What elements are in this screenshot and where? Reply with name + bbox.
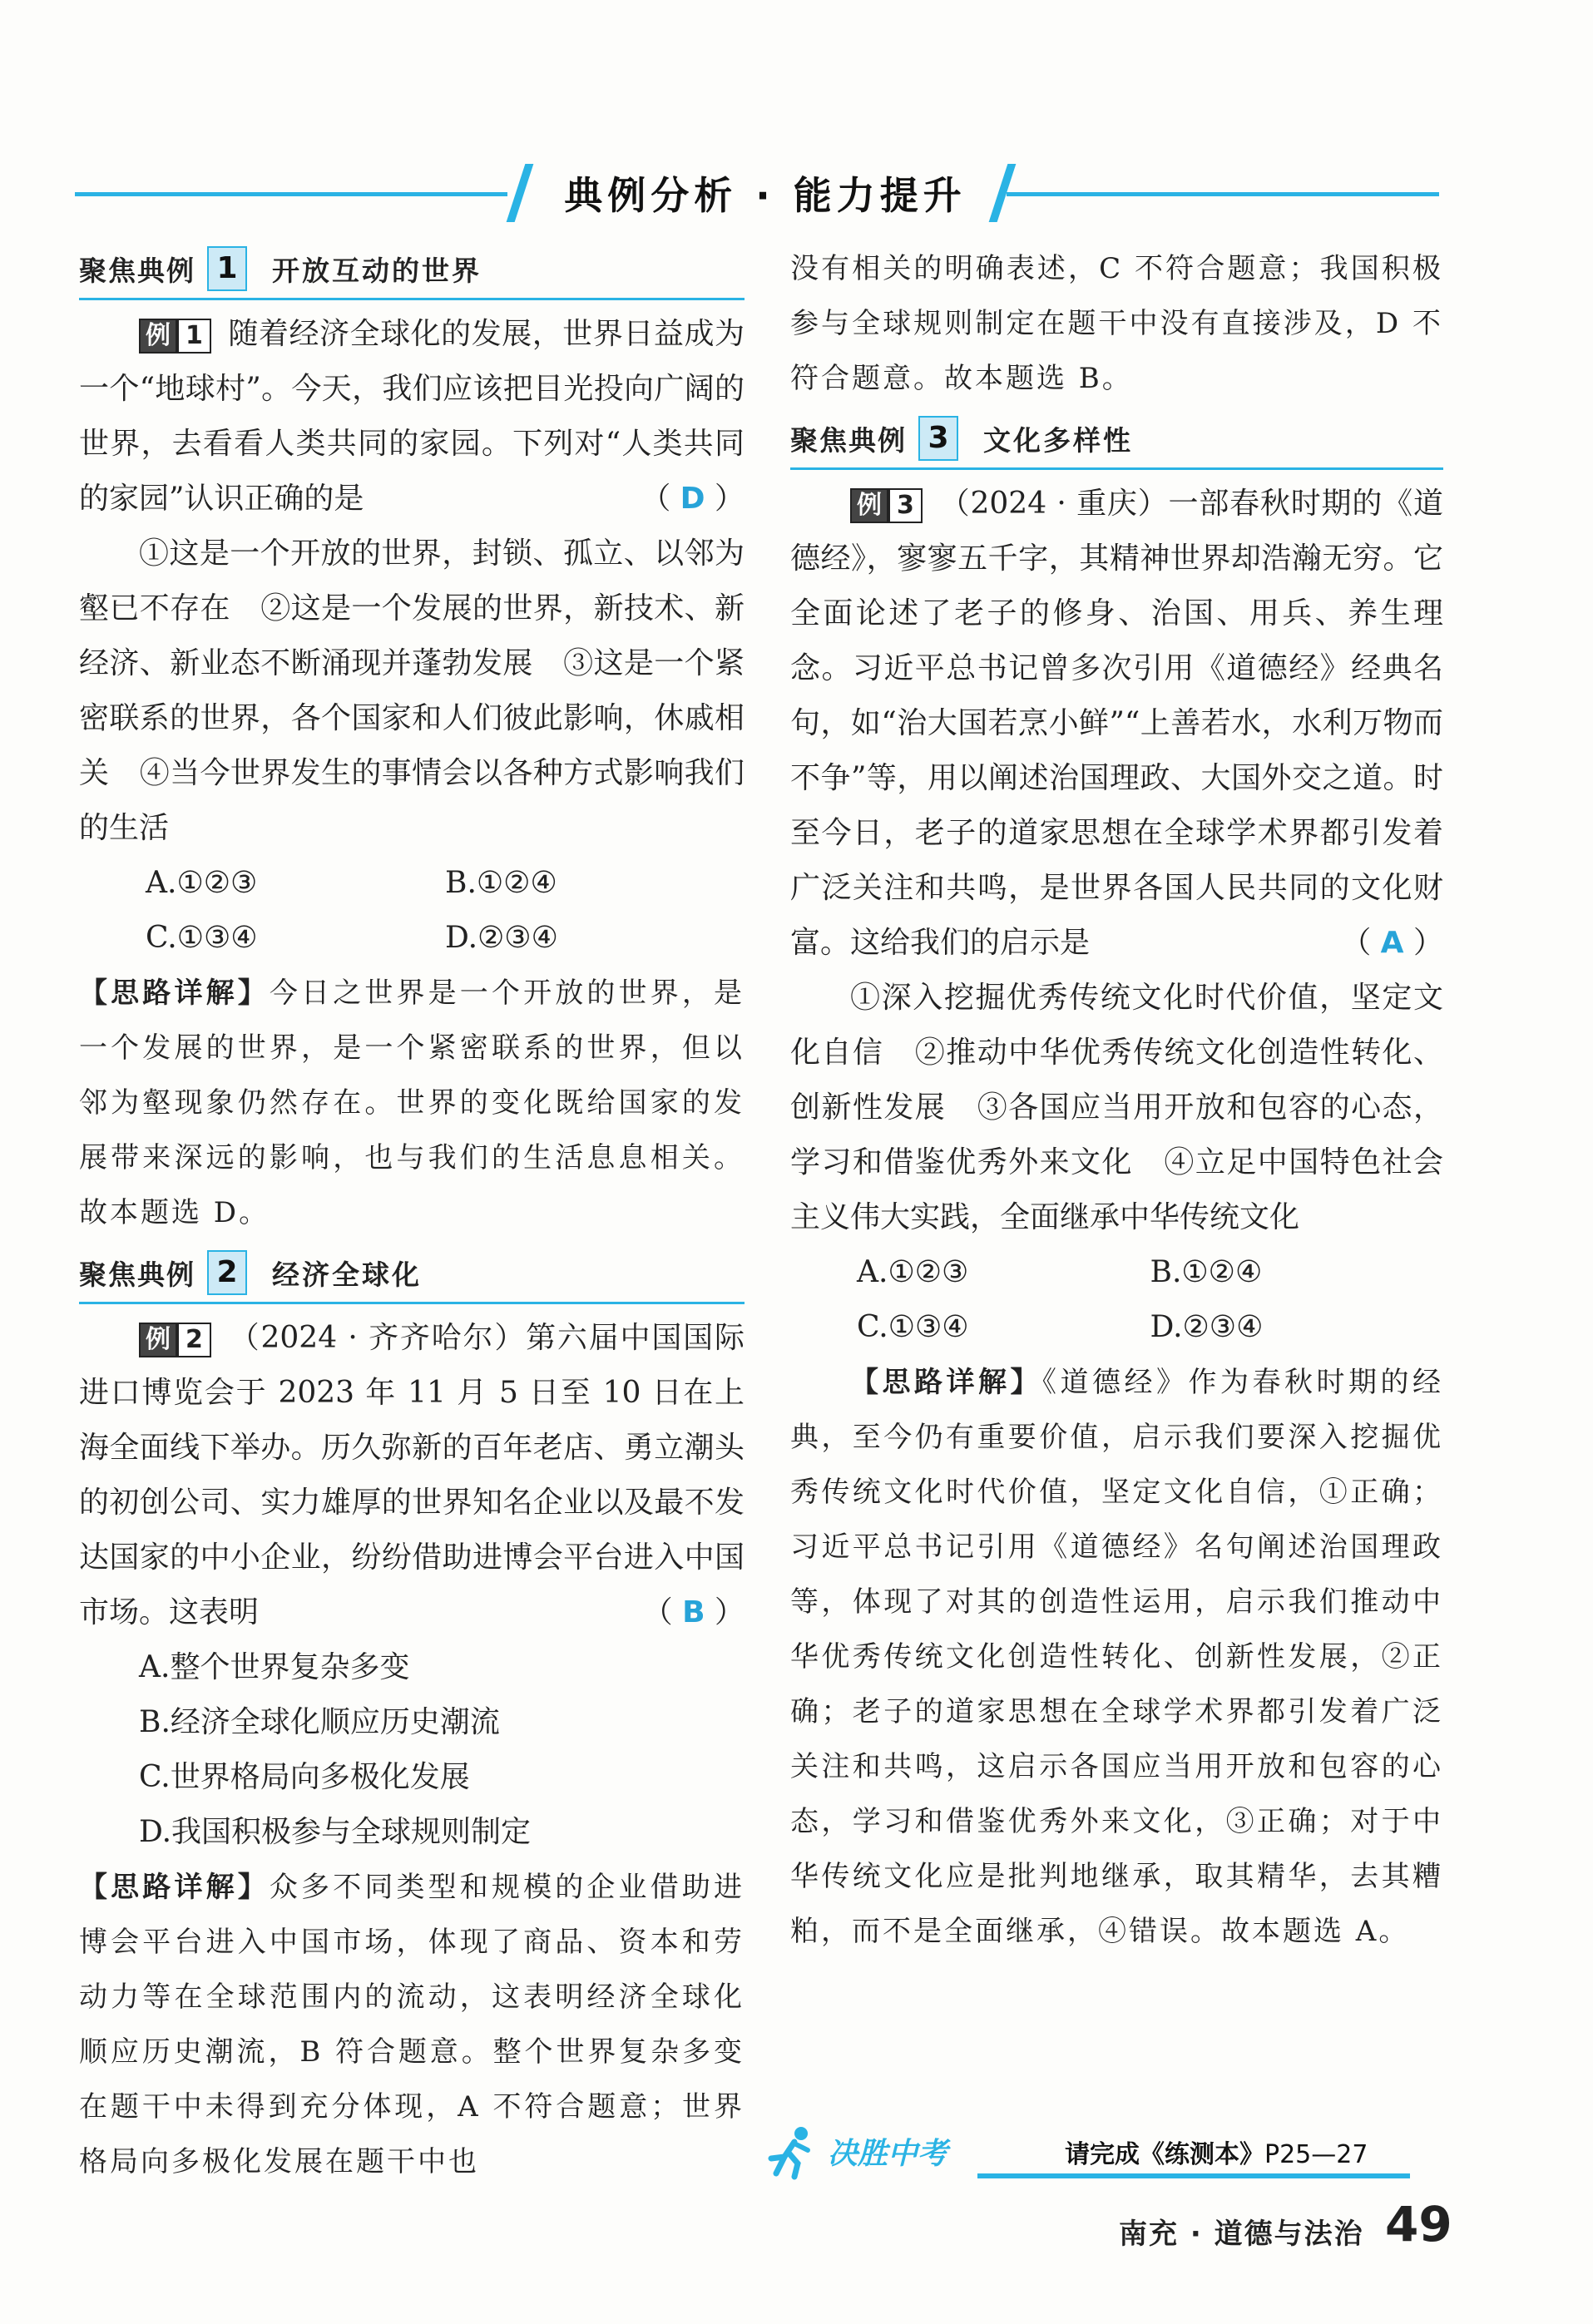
option-b: B.①②④ xyxy=(1150,1255,1263,1289)
note-pages: P25—27 xyxy=(1264,2140,1368,2169)
example-1-options xyxy=(79,856,745,966)
analysis-text: 众多不同类型和规模的企业借助进博会平台进入中国市场，体现了商品、资本和劳动力等在全球范围内的流动，这表明经济全球化顺应历史潮流，B 符合题意。整个世界复杂多变在题干中未得到充分体现，A 不符合题意；世界格局向多极化发展在题干中也 xyxy=(79,1871,745,2178)
section-heading-2 xyxy=(79,1245,745,1304)
example-1-analysis xyxy=(79,966,745,1240)
section-tag: 聚焦典例 xyxy=(79,254,195,287)
note-prefix: 请完成 xyxy=(1065,2140,1140,2169)
option-d: D.我国积极参与全球规则制定 xyxy=(139,1815,532,1849)
example-3-question xyxy=(790,477,1443,971)
runner-icon xyxy=(761,2125,819,2180)
option-c: C.世界格局向多极化发展 xyxy=(139,1760,470,1794)
example-2-options xyxy=(79,1640,745,1860)
option-a: A.①②③ xyxy=(857,1255,969,1289)
banner-line-right xyxy=(1007,192,1439,196)
section-heading-1 xyxy=(79,241,745,300)
example-1-question xyxy=(79,307,745,527)
option-a: A.整个世界复杂多变 xyxy=(139,1650,410,1684)
example-2-question xyxy=(79,1311,745,1640)
option-c: C.①③④ xyxy=(146,921,258,955)
section-name: 开放互动的世界 xyxy=(272,254,482,287)
footer-note xyxy=(1065,2134,1368,2170)
example-2-label xyxy=(139,1323,211,1357)
question-text: （2024 · 重庆）一部春秋时期的《道德经》，寥寥五千字，其精神世界却浩瀚无穷。它全面论述了老子的修身、治国、用兵、养生理念。习近平总书记曾多次引用《道德经》经典名句，如“治大国若烹小鲜”“上善若水，水利万物而不争”等，用以阐述治国理政、大国外交之道。时至今日，老子的道家思想在全球学术界都引发着广泛关注和共鸣，是世界各国人民共同的文化财富。这给我们的启示是 xyxy=(790,487,1443,960)
example-2-analysis-continued: 没有相关的明确表述，C 不符合题意；我国积极参与全球规则制定在题干中没有直接涉及，D 不符合题意。故本题选 B。 xyxy=(790,252,1443,395)
analysis-label: 【思路详解】 xyxy=(79,1871,270,1904)
banner-line-left xyxy=(75,192,507,196)
section-banner xyxy=(75,162,1439,229)
example-label-text: 例 xyxy=(139,1323,177,1357)
option-d: D.②③④ xyxy=(1150,1310,1264,1344)
analysis-label: 【思路详解】 xyxy=(79,977,270,1010)
right-column xyxy=(790,241,1443,1959)
section-tag: 聚焦典例 xyxy=(79,1258,195,1291)
example-1-statements: ①这是一个开放的世界，封锁、孤立、以邻为壑已不存在 ②这是一个发展的世界，新技术、新经济、新业态不断涌现并蓬勃发展 ③这是一个紧密联系的世界，各个国家和人们彼此影响，休戚相关 ④当今世界发生的事情会以各种方式影响我们的生活 xyxy=(79,536,745,845)
answer-bracket: （ B ） xyxy=(642,1595,745,1629)
note-book: 《练测本》 xyxy=(1140,2140,1264,2169)
example-label-number: 2 xyxy=(177,1323,211,1357)
brand-logo: 决胜中考 xyxy=(828,2137,948,2171)
answer-bracket: （ A ） xyxy=(1341,926,1443,960)
example-label-number: 3 xyxy=(888,488,923,523)
answer-choice: B xyxy=(682,1595,705,1629)
question-text: 随着经济全球化的发展，世界日益成为一个“地球村”。今天，我们应该把目光投向广阔的世界，去看看人类共同的家园。下列对“人类共同的家园”认识正确的是 xyxy=(79,317,745,516)
example-3-options xyxy=(790,1245,1443,1355)
answer-bracket: （ D ） xyxy=(641,482,745,516)
subject-label: 南充 · 道德与法治 xyxy=(1119,2218,1364,2251)
banner-title: 典例分析 · 能力提升 xyxy=(564,173,967,218)
analysis-label: 【思路详解】 xyxy=(850,1366,1042,1399)
example-2-analysis xyxy=(79,1860,745,2189)
section-name: 文化多样性 xyxy=(983,423,1133,457)
option-b: B.经济全球化顺应历史潮流 xyxy=(139,1705,500,1739)
example-3-label xyxy=(850,488,923,523)
section-name: 经济全球化 xyxy=(272,1258,422,1291)
option-d: D.②③④ xyxy=(445,921,558,955)
section-tag: 聚焦典例 xyxy=(790,423,907,457)
answer-choice: A xyxy=(1380,926,1404,960)
option-a: A.①②③ xyxy=(146,866,258,900)
section-heading-3 xyxy=(790,411,1443,470)
analysis-text: 《道德经》作为春秋时期的经典，至今仍有重要价值，启示我们要深入挖掘优秀传统文化时代价值，坚定文化自信，①正确；习近平总书记引用《道德经》名句阐述治国理政等，体现了对其的创造性运用，启示我们推动中华优秀传统文化创造性转化、创新性发展，②正确；老子的道家思想在全球学术界都引发着广泛关注和共鸣，这启示各国应当用开放和包容的心态，学习和借鉴优秀外来文化，③正确；对于中华传统文化应是批判地继承，取其精华，去其糟粕，而不是全面继承，④错误。故本题选 A。 xyxy=(790,1366,1443,1948)
example-1-label xyxy=(139,319,211,354)
example-label-number: 1 xyxy=(177,319,211,354)
page-footer xyxy=(1102,2196,1452,2262)
section-number: 1 xyxy=(207,246,247,291)
analysis-text: 今日之世界是一个开放的世界，是一个发展的世界，是一个紧密联系的世界，但以邻为壑现象仍然存在。世界的变化既给国家的发展带来深远的影响，也与我们的生活息息相关。故本题选 D。 xyxy=(79,977,745,1229)
footer-promo xyxy=(778,2125,1435,2183)
question-text: （2024 · 齐齐哈尔）第六届中国国际进口博览会于 2023 年 11 月 5 日至 10 日在上海全面线下举办。历久弥新的百年老店、勇立潮头的初创公司、实力雄厚的世界知名企业以及最不发达国家的中小企业，纷纷借助进博会平台进入中国市场。这表明 xyxy=(79,1321,745,1629)
banner-slash-left xyxy=(507,164,534,222)
example-label-text: 例 xyxy=(139,319,177,354)
section-number: 3 xyxy=(918,416,958,461)
page-number: 49 xyxy=(1385,2196,1452,2252)
example-3-statements: ①深入挖掘优秀传统文化时代价值，坚定文化自信 ②推动中华优秀传统文化创造性转化、创新性发展 ③各国应当用开放和包容的心态，学习和借鉴优秀外来文化 ④立足中国特色社会主义伟大实践，全面继承中华传统文化 xyxy=(790,981,1443,1234)
section-number: 2 xyxy=(207,1250,247,1295)
left-column xyxy=(79,241,745,2189)
example-label-text: 例 xyxy=(850,488,888,523)
option-c: C.①③④ xyxy=(857,1310,969,1344)
option-b: B.①②④ xyxy=(445,866,557,900)
example-3-analysis xyxy=(790,1355,1443,1959)
answer-choice: D xyxy=(680,482,705,516)
footer-bar xyxy=(977,2173,1410,2178)
